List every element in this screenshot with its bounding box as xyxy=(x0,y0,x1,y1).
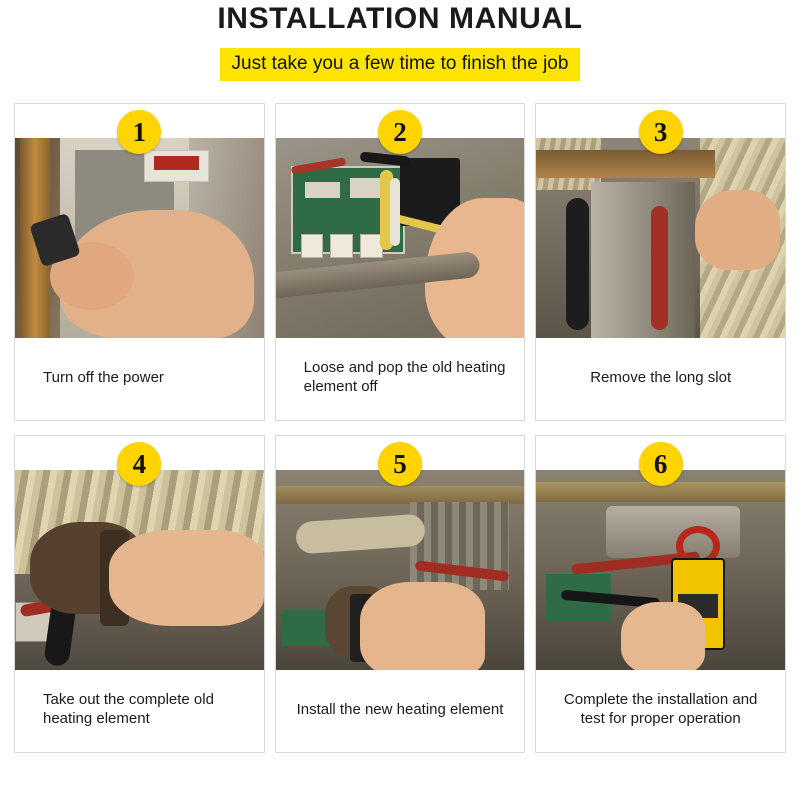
step-caption-2: Loose and pop the old heating element off xyxy=(303,359,506,395)
step-card-4 xyxy=(14,435,265,753)
step-number-badge: 5 xyxy=(378,442,422,486)
step-photo-4 xyxy=(15,470,264,670)
step-photo-2 xyxy=(276,138,525,338)
step-photo-3 xyxy=(536,138,785,338)
photo-detail-black-wire xyxy=(566,198,588,330)
photo-detail-hand xyxy=(621,602,706,670)
step-photo-5 xyxy=(276,470,525,670)
photo-detail-wood-beam xyxy=(536,150,715,178)
photo-detail-duct-hose xyxy=(295,514,426,555)
photo-detail-relay xyxy=(301,234,323,258)
step-caption-4: Take out the complete old heating element xyxy=(43,691,214,727)
photo-detail-red-wire xyxy=(651,206,668,330)
step-photo-6 xyxy=(536,470,785,670)
step-photo-1 xyxy=(15,138,264,338)
step-card-2 xyxy=(275,103,526,421)
step-caption-3: Remove the long slot xyxy=(590,368,732,386)
step-number-badge: 2 xyxy=(378,110,422,154)
step-number-badge: 3 xyxy=(639,110,683,154)
subtitle-container xyxy=(14,48,786,81)
step-card-5 xyxy=(275,435,526,753)
photo-detail-relay xyxy=(330,234,352,258)
step-card-1 xyxy=(14,103,265,421)
step-number-badge: 1 xyxy=(117,110,161,154)
step-number-badge: 4 xyxy=(117,442,161,486)
photo-detail-furnace-body xyxy=(591,182,695,338)
step-caption-1: Turn off the power xyxy=(43,368,164,386)
steps-grid xyxy=(14,103,786,753)
step-caption-6: Complete the installation and test for proper operation xyxy=(563,691,758,727)
photo-detail-red-label xyxy=(154,156,199,170)
photo-detail-arm xyxy=(360,582,484,670)
photo-detail-arm xyxy=(109,530,263,626)
photo-detail-chip xyxy=(305,182,340,198)
page-title: INSTALLATION MANUAL xyxy=(217,2,583,35)
step-number-badge: 6 xyxy=(639,442,683,486)
photo-detail-white-wire xyxy=(390,178,400,246)
step-caption-5: Install the new heating element xyxy=(296,700,504,718)
step-card-6 xyxy=(535,435,786,753)
photo-detail-furnace-body xyxy=(606,506,740,558)
step-card-3 xyxy=(535,103,786,421)
page-subtitle: Just take you a few time to finish the job xyxy=(220,48,581,81)
photo-detail-hand xyxy=(695,190,780,270)
